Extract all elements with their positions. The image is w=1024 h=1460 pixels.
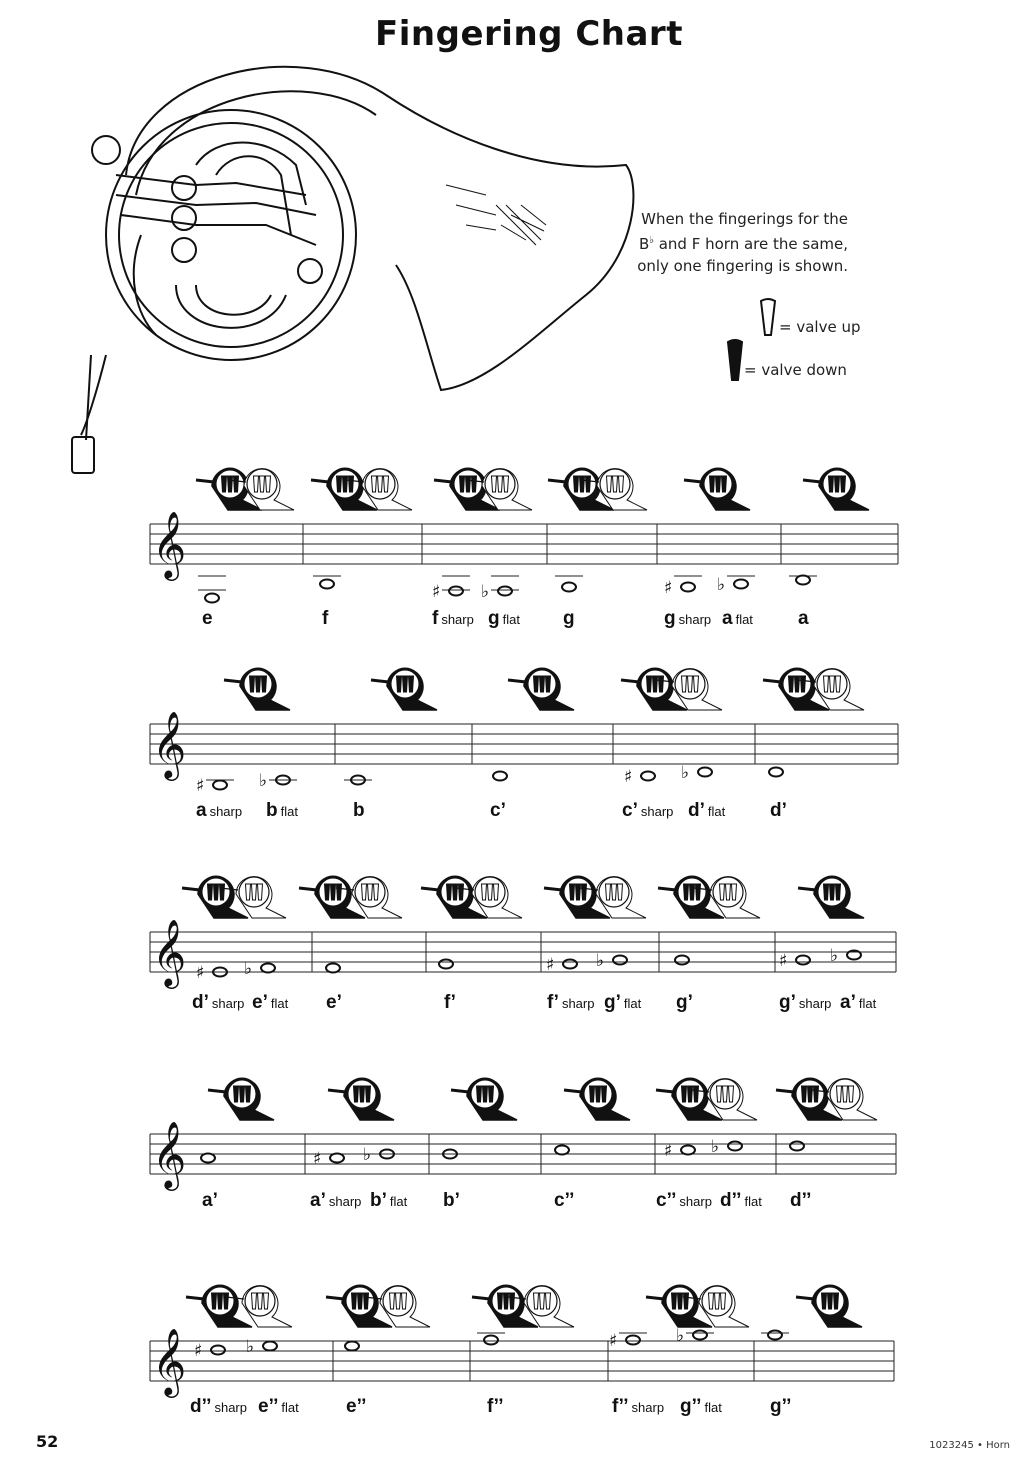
catalog-code: 1023245 • Horn — [929, 1440, 1010, 1451]
note-label: c’’ sharp — [656, 1190, 712, 1211]
whole-note — [201, 1154, 215, 1163]
note-label: g’’ — [770, 1396, 792, 1417]
note-label: c’ — [490, 800, 506, 821]
whole-note — [481, 576, 519, 602]
info-line-2-post: and F horn are the same, — [653, 235, 848, 253]
treble-clef-icon: 𝄞 — [152, 1120, 187, 1188]
info-line-1: When the fingerings for the — [641, 210, 848, 228]
whole-note — [477, 1333, 505, 1345]
treble-clef-icon: 𝄞 — [152, 510, 187, 578]
whole-note — [432, 576, 470, 602]
staff-row — [150, 1079, 896, 1211]
whole-note — [779, 951, 810, 971]
page-title: Fingering Chart — [375, 14, 683, 54]
legend-valve-down-label: = valve down — [744, 361, 847, 379]
bb-horn-fingering-icon — [803, 469, 869, 510]
note-label: f’’ — [487, 1396, 504, 1417]
note-label: a — [798, 608, 809, 629]
staff-row — [150, 877, 896, 1013]
treble-clef-icon: 𝄞 — [152, 710, 187, 778]
note-label: g’ — [676, 992, 693, 1013]
note-label: b — [353, 800, 365, 821]
note-label: g flat — [488, 608, 520, 629]
legend-valve-up-label: = valve up — [779, 318, 861, 336]
whole-note — [363, 1145, 394, 1165]
sharp-sign-icon: ♯ — [196, 963, 205, 983]
staff-row — [150, 469, 898, 629]
whole-note — [345, 1342, 359, 1351]
whole-note — [344, 776, 372, 785]
whole-note — [198, 576, 226, 603]
note-label: e — [202, 608, 213, 629]
whole-note — [761, 1331, 789, 1340]
sharp-sign-icon: ♯ — [664, 578, 673, 598]
bb-horn-fingering-icon — [224, 669, 290, 710]
note-label: d’ — [770, 800, 787, 821]
flat-sign-icon: ♭ — [717, 575, 726, 595]
note-label: d’’ sharp — [190, 1396, 247, 1417]
bb-horn-fingering-icon — [564, 1079, 630, 1120]
sharp-sign-icon: ♯ — [664, 1141, 673, 1161]
flat-sign-icon: ♭ — [711, 1137, 720, 1157]
whole-note — [596, 951, 627, 971]
sharp-sign-icon: ♯ — [779, 951, 788, 971]
note-label: a sharp — [196, 800, 243, 821]
whole-note — [624, 767, 655, 787]
sharp-sign-icon: ♯ — [313, 1149, 322, 1169]
whole-note — [439, 960, 453, 969]
flat-sign-icon: ♭ — [681, 763, 690, 783]
flat-sign-icon: ♭ — [481, 582, 490, 602]
treble-clef-icon: 𝄞 — [152, 1327, 187, 1395]
note-label: f sharp — [432, 608, 474, 629]
whole-note — [789, 576, 817, 585]
note-label: d’’ flat — [720, 1190, 762, 1211]
note-label: g’ flat — [604, 992, 642, 1013]
note-label: f’ sharp — [547, 992, 595, 1013]
note-label: c’ sharp — [622, 800, 674, 821]
sharp-sign-icon: ♯ — [194, 1341, 203, 1361]
whole-note — [555, 576, 583, 592]
bb-horn-fingering-icon — [451, 1079, 517, 1120]
note-label: f’ — [444, 992, 456, 1013]
sharp-sign-icon: ♯ — [546, 955, 555, 975]
whole-note — [259, 771, 297, 791]
page-number: 52 — [36, 1432, 59, 1451]
info-line-3: only one fingering is shown. — [637, 257, 848, 275]
note-label: g — [563, 608, 575, 629]
whole-note — [681, 763, 712, 783]
note-label: f’’ sharp — [612, 1396, 665, 1417]
note-label: e’ — [326, 992, 342, 1013]
note-label: f — [322, 608, 329, 629]
bb-horn-fingering-icon — [328, 1079, 394, 1120]
bb-horn-fingering-icon — [684, 469, 750, 510]
info-line-2-pre: B — [638, 235, 650, 253]
sharp-sign-icon: ♯ — [432, 582, 441, 602]
staff-row — [150, 669, 898, 821]
note-label: d’ flat — [688, 800, 726, 821]
whole-note — [493, 772, 507, 781]
note-label: b’ — [443, 1190, 460, 1211]
note-label: c’’ — [554, 1190, 575, 1211]
flat-sign-icon: ♭ — [649, 235, 654, 246]
note-label: d’’ — [790, 1190, 812, 1211]
whole-note — [790, 1142, 804, 1151]
whole-note — [313, 1149, 344, 1169]
whole-note — [246, 1337, 277, 1357]
note-label: d’ sharp — [192, 992, 245, 1013]
note-label: g sharp — [664, 608, 712, 629]
note-label: b flat — [266, 800, 298, 821]
whole-note — [676, 1326, 714, 1346]
note-label: a’ sharp — [310, 1190, 362, 1211]
whole-note — [769, 768, 783, 777]
flat-sign-icon: ♭ — [244, 959, 253, 979]
whole-note — [555, 1146, 569, 1155]
sharp-sign-icon: ♯ — [609, 1331, 618, 1351]
note-label: a’ — [202, 1190, 218, 1211]
note-label: a flat — [722, 608, 753, 629]
whole-note — [196, 963, 227, 983]
note-label: e’’ flat — [258, 1396, 299, 1417]
bb-horn-fingering-icon — [508, 669, 574, 710]
flat-sign-icon: ♭ — [830, 946, 839, 966]
note-label: b’ flat — [370, 1190, 408, 1211]
bb-horn-fingering-icon — [371, 669, 437, 710]
flat-sign-icon: ♭ — [363, 1145, 372, 1165]
flat-sign-icon: ♭ — [676, 1326, 685, 1346]
note-label: g’’ flat — [680, 1396, 722, 1417]
treble-clef-icon: 𝄞 — [152, 918, 187, 986]
whole-note — [313, 576, 341, 589]
flat-sign-icon: ♭ — [246, 1337, 255, 1357]
whole-note — [717, 575, 755, 595]
sharp-sign-icon: ♯ — [624, 767, 633, 787]
whole-note — [675, 956, 689, 965]
whole-note — [664, 576, 702, 598]
note-label: g’ sharp — [779, 992, 832, 1013]
staff-row — [150, 1286, 894, 1417]
note-label: a’ flat — [840, 992, 877, 1013]
bb-horn-fingering-icon — [798, 877, 864, 918]
note-label: e’’ — [346, 1396, 367, 1417]
sharp-sign-icon: ♯ — [196, 776, 205, 796]
whole-note — [830, 946, 861, 966]
bb-horn-fingering-icon — [208, 1079, 274, 1120]
flat-sign-icon: ♭ — [596, 951, 605, 971]
bb-horn-fingering-icon — [796, 1286, 862, 1327]
flat-sign-icon: ♭ — [259, 771, 268, 791]
bb-horn-fingering-icon — [186, 1286, 252, 1327]
note-label: e’ flat — [252, 992, 289, 1013]
whole-note — [196, 776, 234, 796]
whole-note — [326, 964, 340, 973]
